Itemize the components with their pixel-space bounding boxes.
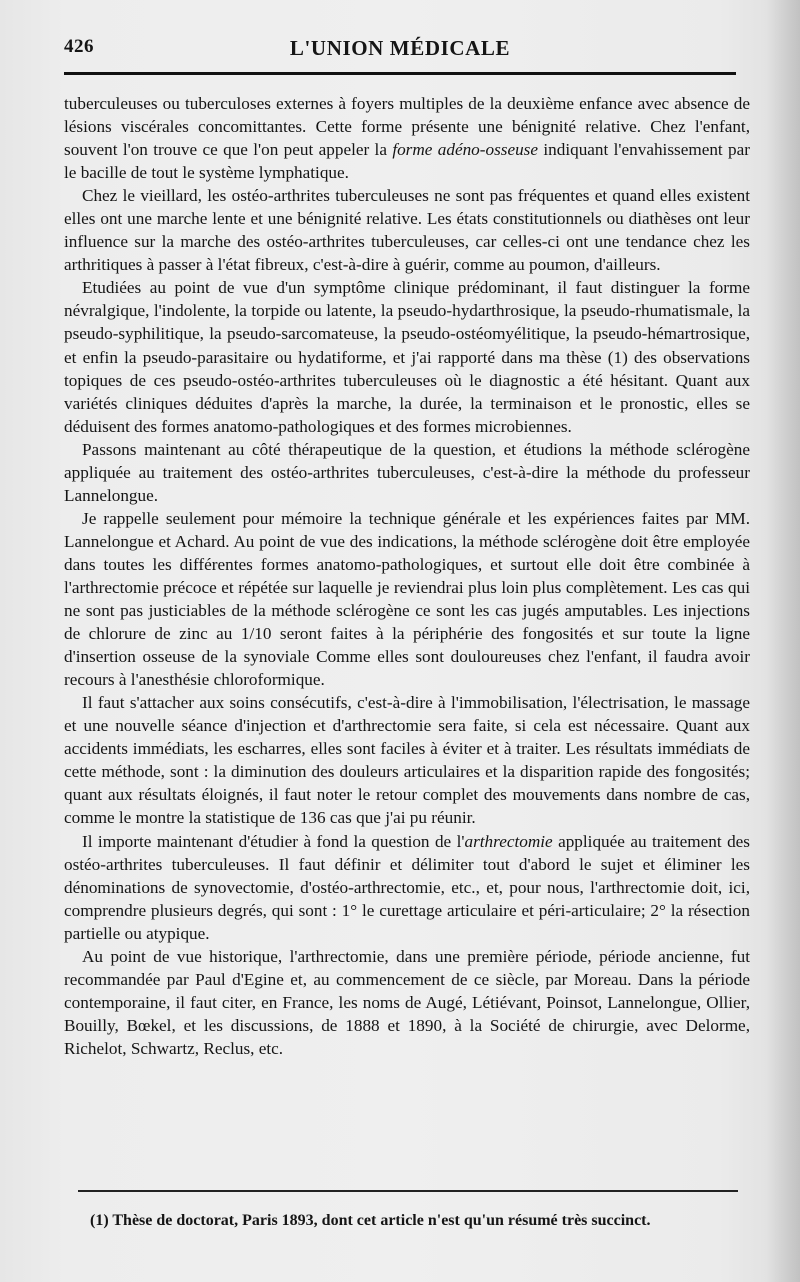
footnote-rule: [78, 1190, 738, 1192]
running-header: [64, 36, 736, 66]
paragraph-7-text: Il importe maintenant d'étudier à fond la question de l': [82, 831, 465, 851]
paragraph-1-text-after: indiquant l'envahissement par le bacille de tout le système lymphatique.: [64, 140, 750, 183]
article-body: [64, 92, 750, 1060]
paragraph-4: Passons maintenant au côté thérapeutique de la question, et étudions la méthode sclérogène appliquée au traitement des ostéo-arthrites tuberculeuses, c'est-à-dire la méthode du professeur Lannelongue.: [64, 439, 750, 505]
paragraph-1-emphasis: forme adéno-osseuse: [392, 140, 539, 160]
paragraph-1: [64, 92, 750, 184]
paragraph-8: Au point de vue historique, l'arthrectomie, dans une première période, période ancienne, fut recommandée par Paul d'Egine et, au commencement de ce siècle, par Moreau. Dans la période contemporaine, il faut citer, en France, les noms de Augé, Létiévant, Poinsot, Lannelongue, Ollier, Bouilly, Bœkel, et les discussions, de 1888 et 1890, à la Société de chirurgie, avec Delorme, Richelot, Schwartz, Reclus, etc.: [64, 946, 750, 1058]
paragraph-7-text-after: appliquée au traitement des ostéo-arthrites tuberculeuses. Il faut définir et délimiter tout d'abord le sujet et éliminer les dénominations de synovectomie, d'ostéo-arthrectomie, etc., et, pour nous, l'arthrectomie doit, ici, comprendre plusieurs degrés, qui sont : 1° le curettage articulaire et péri-articulaire; 2° la résection partielle ou atypique.: [64, 831, 751, 943]
paragraph-3: Etudiées au point de vue d'un symptôme clinique prédominant, il faut distinguer la forme névralgique, l'indolente, la torpide ou latente, la pseudo-hydarthrosique, la pseudo-rhumatismale, la pseudo-syphilitique, la pseudo-sarcomateuse, la pseudo-ostéomyélitique, la pseudo-hémartrosique, et enfin la pseudo-parasitaire ou hydatiforme, et j'ai rapporté dans ma thèse (1) des observations topiques de ces pseudo-ostéo-arthrites tuberculeuses où le diagnostic a été hésitant. Quant aux variétés cliniques déduites d'après la marche, la durée, la terminaison et le pronostic, elles se déduisent des formes anatomo-pathologiques et des formes microbiennes.: [64, 278, 750, 436]
paragraph-7-emphasis: arthrectomie: [464, 831, 553, 851]
binding-shadow: [766, 0, 800, 1282]
paragraph-5: Je rappelle seulement pour mémoire la technique générale et les expériences faites par MM. Lannelongue et Achard. Au point de vue des indications, la méthode sclérogène doit être employée dans toutes les différentes formes anatomo-pathologiques, et surtout elle doit être combinée à l'arthrectomie précoce et répétée sur laquelle je reviendrai plus loin plus complètement. Les cas qui ne sont pas justiciables de la méthode sclérogène ce sont les cas jugés amputables. Les injections de chlorure de zinc au 1/10 seront faites à la périphérie des fongosités et sur toute la ligne d'insertion osseuse de la synoviale Comme elles sont douloureuses chez l'enfant, il faudra avoir recours à l'anesthésie chloroformique.: [64, 508, 750, 690]
paragraph-1-text: tuberculeuses ou tuberculoses externes à foyers multiples de la deuxième enfance avec absence de lésions viscérales concomittantes. Cette forme présente une bénignité relative. Chez l'enfant, souvent l'on trouve ce que l'on peut appeler la: [64, 94, 750, 160]
paragraph-7: [64, 830, 750, 945]
footnote: (1) Thèse de doctorat, Paris 1893, dont cet article n'est qu'un résumé très succinct.: [90, 1212, 651, 1229]
paragraph-2: Chez le vieillard, les ostéo-arthrites tuberculeuses ne sont pas fréquentes et quand elles existent elles ont une marche lente et une bénignité relative. Les états constitutionnels ou diathèses ont leur influence sur la marche des ostéo-arthrites tuberculeuses, car celles-ci ont une tendance chez les arthritiques à passer à l'état fibreux, c'est-à-dire à guérir, comme au poumon, d'ailleurs.: [64, 186, 750, 275]
page-number: 426: [64, 36, 94, 57]
journal-title: L'UNION MÉDICALE: [289, 36, 511, 60]
header-rule: [64, 72, 736, 75]
paragraph-6: Il faut s'attacher aux soins consécutifs, c'est-à-dire à l'immobilisation, l'électrisation, le massage et une nouvelle séance d'injection et d'arthrectomie sera faite, si cela est nécessaire. Quant aux accidents immédiats, les escharres, elles sont faciles à éviter et à traiter. Les résultats immédiats de cette méthode, sont : la diminution des douleurs articulaires et la disparition rapide des fongosités; quant aux résultats éloignés, il faut noter le retour complet des mouvements dans nombre de cas, comme le montre la statistique de 136 cas que j'ai pu réunir.: [64, 693, 750, 828]
